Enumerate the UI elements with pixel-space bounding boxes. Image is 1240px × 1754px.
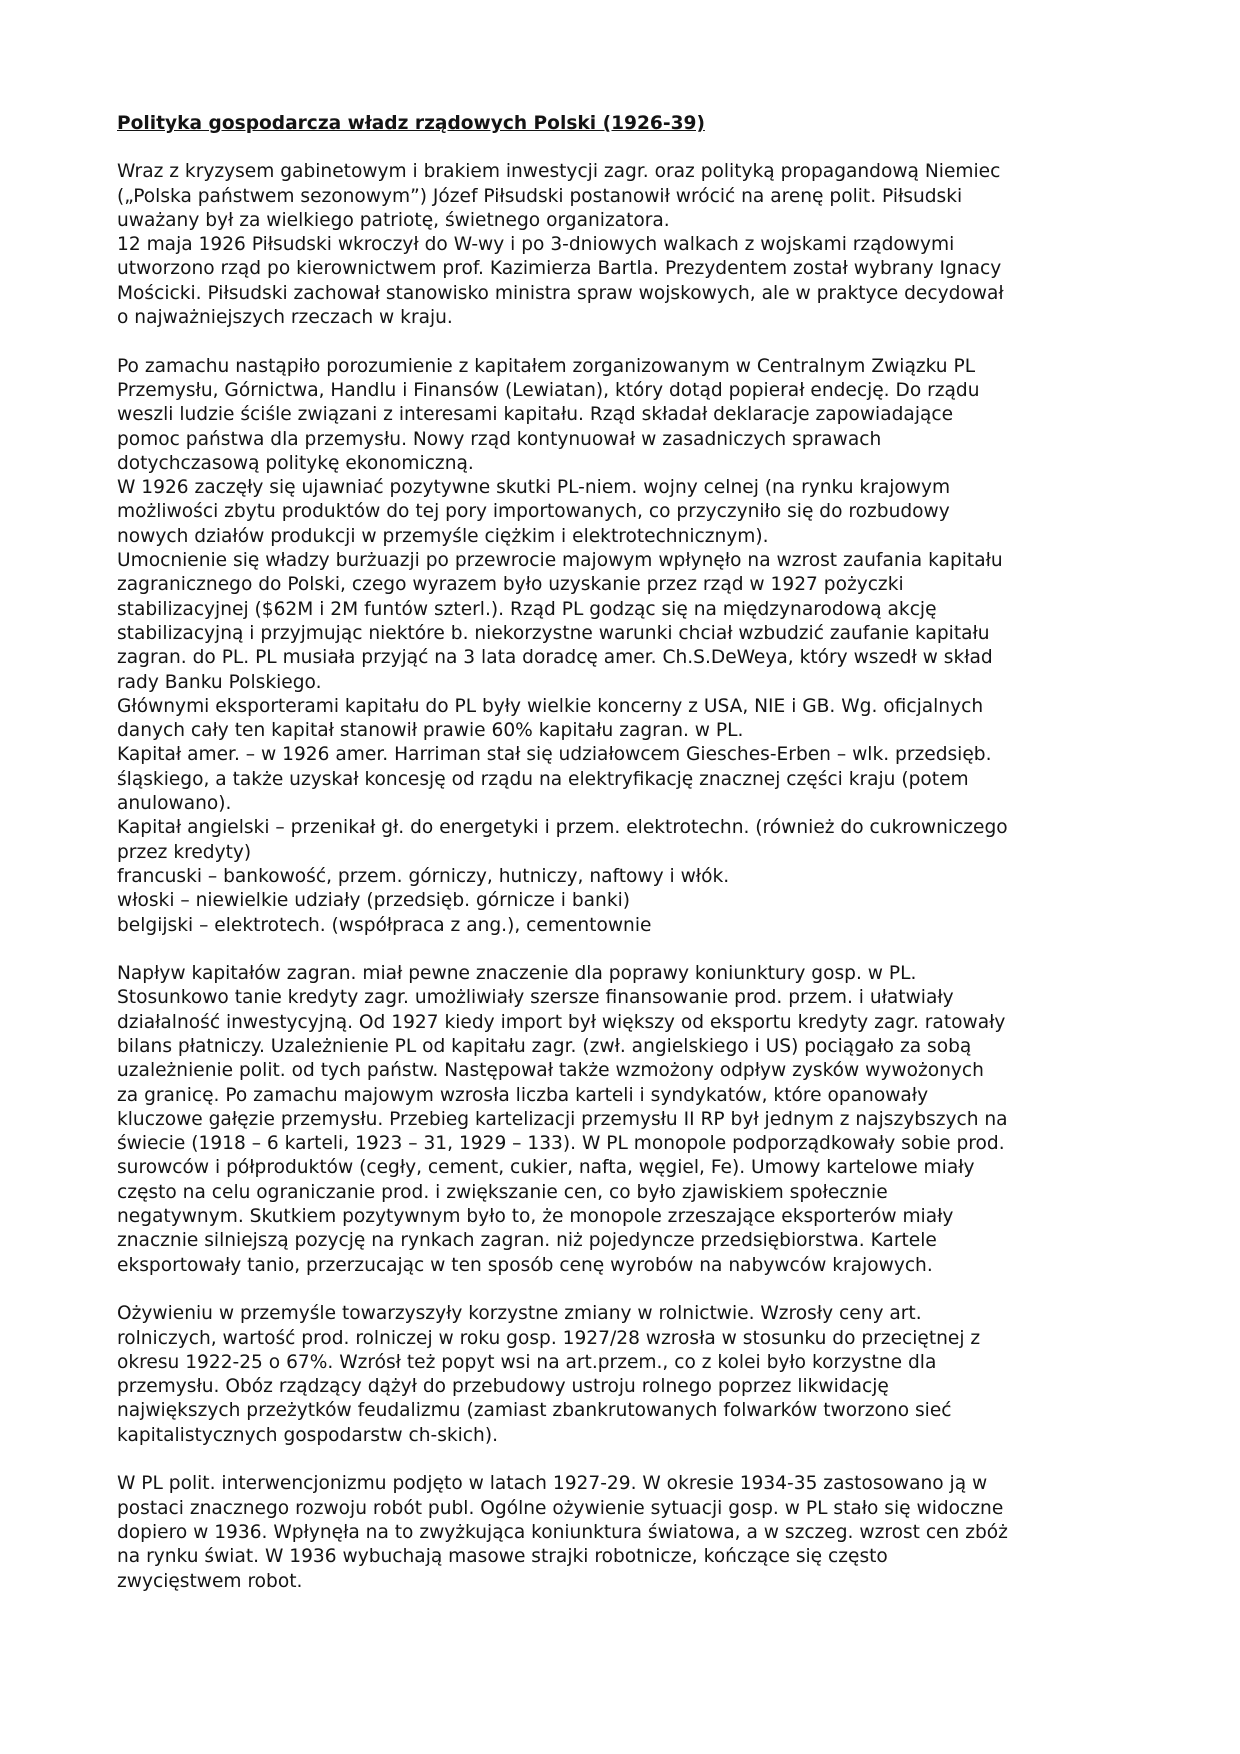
paragraph-4	[117, 1302, 1127, 1448]
text-line: dopiero w 1936. Wpłynęła na to zwyżkująca koniunktura światowa, a w szczeg. wzrost cen zbóż	[117, 1521, 1008, 1543]
text-line: o najważniejszych rzeczach w kraju.	[117, 307, 453, 329]
text-line: śląskiego, a także uzyskał koncesję od rządu na elektryfikację znacznej części kraju (potem	[117, 768, 969, 790]
paragraph-2	[117, 355, 1127, 938]
text-line: eksportowały tanio, przerzucając w ten sposób cenę wyrobów na nabywców krajowych.	[117, 1254, 933, 1276]
text-line: zagran. do PL. PL musiała przyjąć na 3 lata doradcę amer. Ch.S.DeWeya, który wszedł w skład	[117, 647, 993, 669]
document-title: Polityka gospodarcza władz rządowych Polski (1926-39)	[117, 113, 705, 134]
text-line: surowców i półproduktów (cegły, cement, cukier, nafta, węgiel, Fe). Umowy kartelowe miały	[117, 1157, 975, 1179]
text-line: na rynku świat. W 1936 wybuchają masowe strajki robotnicze, kończące się często	[117, 1546, 888, 1568]
text-line: zwycięstwem robot.	[117, 1570, 303, 1592]
text-line: bilans płatniczy. Uzależnienie PL od kapitału zagr. (zwł. angielskiego i US) pociągało za sobą	[117, 1035, 972, 1057]
text-line: znacznie silniejszą pozycję na rynkach zagran. niż pojedyncze przedsiębiorstwa. Kartele	[117, 1230, 937, 1252]
text-line: 12 maja 1926 Piłsudski wkroczył do W-wy i po 3-dniowych walkach z wojskami rządowymi	[117, 234, 955, 256]
text-line: Po zamachu nastąpiło porozumienie z kapitałem zorganizowanym w Centralnym Związku PL	[117, 355, 976, 377]
text-line: Mościcki. Piłsudski zachował stanowisko ministra spraw wojskowych, ale w praktyce decydował	[117, 282, 1004, 304]
paragraph-gap	[117, 330, 1127, 354]
text-line: postaci znacznego rozwoju robót publ. Ogólne ożywienie sytuacji gosp. w PL stało się widoczne	[117, 1497, 1004, 1519]
text-line: kluczowe gałęzie przemysłu. Przebieg kartelizacji przemysłu II RP był jednym z najszybszych na	[117, 1108, 1008, 1130]
text-line: („Polska państwem sezonowym”) Józef Piłsudski postanowił wrócić na arenę polit. Piłsudski	[117, 185, 963, 207]
text-line: dotychczasową politykę ekonomiczną.	[117, 452, 474, 474]
text-line: negatywnym. Skutkiem pozytywnym było to, że monopole zrzeszające eksporterów miały	[117, 1206, 954, 1228]
text-line: utworzono rząd po kierownictwem prof. Kazimierza Bartla. Prezydentem został wybrany Ignacy	[117, 258, 1002, 280]
text-line: włoski – niewielkie udziały (przedsięb. górnicze i banki)	[117, 890, 631, 912]
document-page	[117, 112, 1127, 1594]
text-line: W 1926 zaczęły się ujawniać pozytywne skutki PL-niem. wojny celnej (na rynku krajowym	[117, 477, 951, 499]
text-line: francuski – bankowość, przem. górniczy, hutniczy, naftowy i włók.	[117, 865, 730, 887]
text-line: możliwości zbytu produktów do tej pory importowanych, co przyczyniło się do rozbudowy	[117, 501, 950, 523]
text-line: Stosunkowo tanie kredyty zagr. umożliwiały szersze finansowanie prod. przem. i ułatwiały	[117, 987, 954, 1009]
text-line: stabilizacyjnej ($62M i 2M funtów szterl.). Rząd PL godząc się na międzynarodową akcję	[117, 598, 937, 620]
text-line: belgijski – elektrotech. (współpraca z ang.), cementownie	[117, 914, 652, 936]
paragraph-1	[117, 160, 1127, 330]
text-line: działalność inwestycyjną. Od 1927 kiedy import był większy od eksportu kredyty zagr. ratowały	[117, 1011, 1006, 1033]
text-line: przemysłu. Obóz rządzący dążył do przebudowy ustroju rolnego poprzez likwidację	[117, 1376, 889, 1398]
text-line: uzależnienie polit. od tych państw. Następował także wzmożony odpływ zysków wywożonych	[117, 1060, 984, 1082]
text-line: uważany był za wielkiego patriotę, świetnego organizatora.	[117, 209, 670, 231]
text-line: Ożywieniu w przemyśle towarzyszyły korzystne zmiany w rolnictwie. Wzrosły ceny art.	[117, 1303, 922, 1325]
text-line: Napływ kapitałów zagran. miał pewne znaczenie dla poprawy koniunktury gosp. w PL.	[117, 963, 917, 985]
paragraph-3	[117, 962, 1127, 1278]
text-line: zagranicznego do Polski, czego wyrazem było uzyskanie przez rząd w 1927 pożyczki	[117, 574, 904, 596]
text-line: weszli ludzie ściśle związani z interesami kapitału. Rząd składał deklaracje zapowiadające	[117, 404, 954, 426]
text-line: okresu 1922-25 o 67%. Wzrósł też popyt wsi na art.przem., co z kolei było korzystne dla	[117, 1351, 937, 1373]
text-line: często na celu ograniczanie prod. i zwiększanie cen, co było zjawiskiem społecznie	[117, 1181, 888, 1203]
text-line: przez kredyty)	[117, 841, 252, 863]
paragraph-gap	[117, 938, 1127, 962]
paragraph-gap	[117, 1448, 1127, 1472]
text-line: nowych działów produkcji w przemyśle ciężkim i elektrotechnicznym).	[117, 525, 769, 547]
text-line: za granicę. Po zamachu majowym wzrosła liczba karteli i syndykatów, które opanowały	[117, 1084, 929, 1106]
paragraph-gap	[117, 1278, 1127, 1302]
text-line: Przemysłu, Górnictwa, Handlu i Finansów (Lewiatan), który dotąd popierał endecję. Do rządu	[117, 379, 980, 401]
text-line: świecie (1918 – 6 karteli, 1923 – 31, 1929 – 133). W PL monopole podporządkowały sobie prod.	[117, 1133, 1005, 1155]
text-line: Umocnienie się władzy burżuazji po przewrocie majowym wpłynęło na wzrost zaufania kapitału	[117, 550, 1003, 572]
text-line: stabilizacyjną i przyjmując niektóre b. niekorzystne warunki chciał wzbudzić zaufanie kapitału	[117, 622, 990, 644]
paragraph-5	[117, 1472, 1127, 1593]
text-line: Wraz z kryzysem gabinetowym i brakiem inwestycji zagr. oraz polityką propagandową Niemiec	[117, 161, 1001, 183]
text-line: anulowano).	[117, 793, 232, 815]
text-line: kapitalistycznych gospodarstw ch-skich).	[117, 1424, 498, 1446]
text-line: Kapitał angielski – przenikał gł. do energetyki i przem. elektrotechn. (również do cukrowniczego	[117, 817, 1008, 839]
text-line: rady Banku Polskiego.	[117, 671, 322, 693]
text-line: największych przeżytków feudalizmu (zamiast zbankrutowanych folwarków tworzono sieć	[117, 1400, 952, 1422]
text-line: pomoc państwa dla przemysłu. Nowy rząd kontynuował w zasadniczych sprawach	[117, 428, 882, 450]
text-line: W PL polit. interwencjonizmu podjęto w latach 1927-29. W okresie 1934-35 zastosowano ją w	[117, 1473, 988, 1495]
text-line: Głównymi eksporterami kapitału do PL były wielkie koncerny z USA, NIE i GB. Wg. oficjalnych	[117, 695, 984, 717]
text-line: Kapitał amer. – w 1926 amer. Harriman stał się udziałowcem Giesches-Erben – wlk. przedsięb.	[117, 744, 992, 766]
text-line: rolniczych, wartość prod. rolniczej w roku gosp. 1927/28 wzrosła w stosunku do przeciętnej z	[117, 1327, 981, 1349]
text-line: danych cały ten kapitał stanowił prawie 60% kapitału zagran. w PL.	[117, 720, 744, 742]
